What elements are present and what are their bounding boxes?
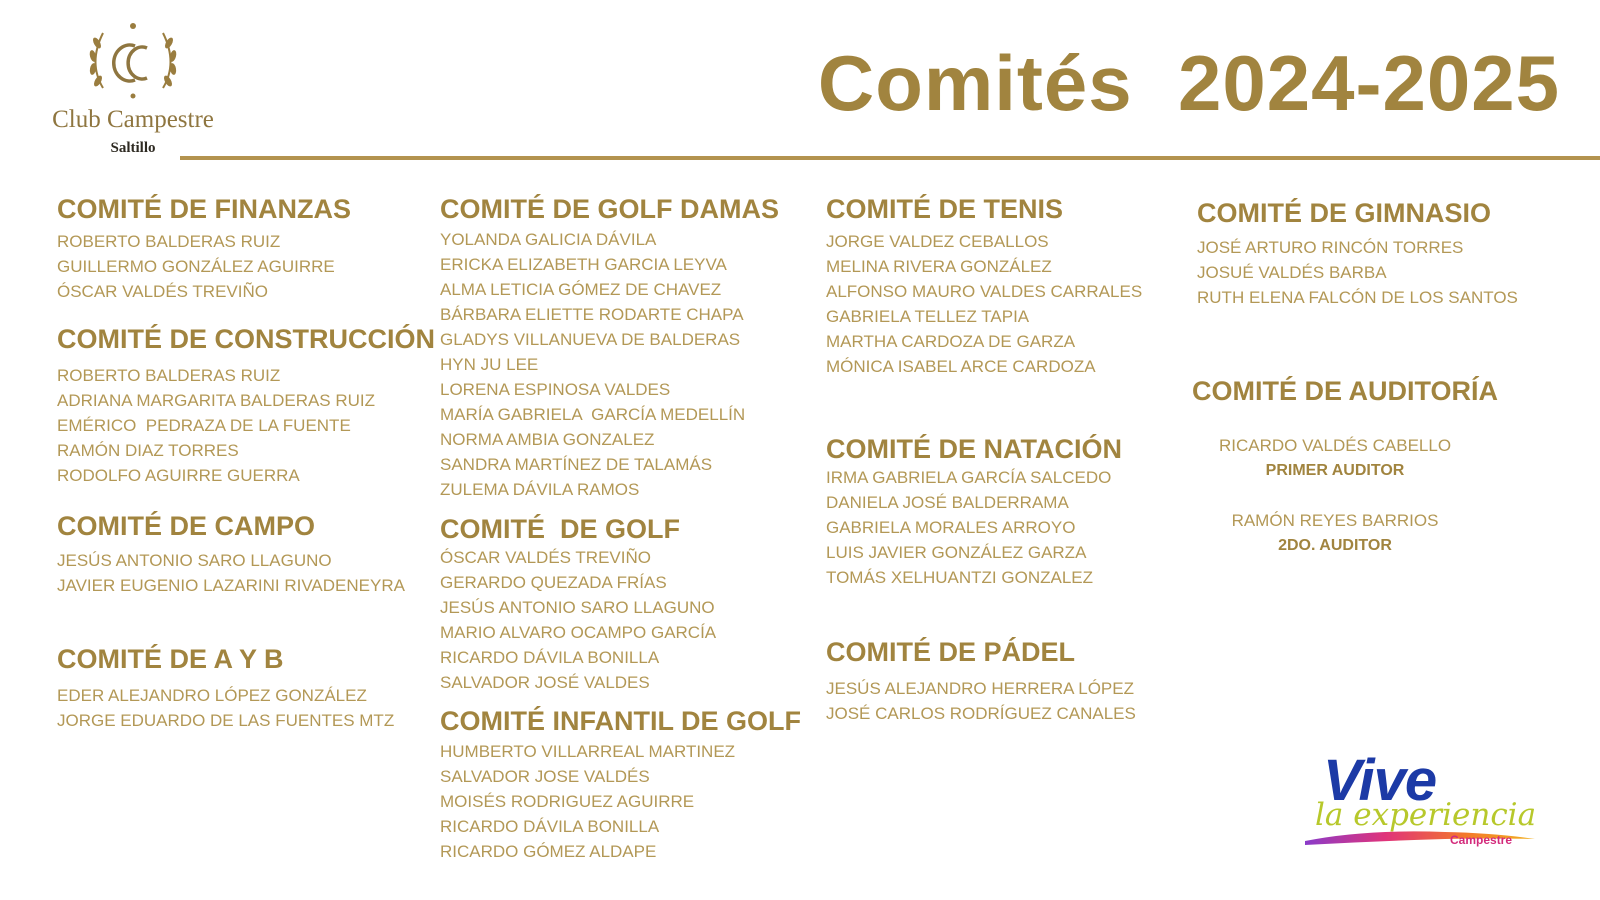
- committee-infantil-golf: [440, 705, 801, 864]
- committee-finanzas: [57, 193, 351, 304]
- vive-tag: Campestre: [1450, 833, 1513, 847]
- committee-title: COMITÉ DE TENIS: [826, 194, 1064, 224]
- member-name: RAMÓN DIAZ TORRES: [57, 441, 239, 460]
- member-name: YOLANDA GALICIA DÁVILA: [440, 230, 657, 249]
- member-name: GERARDO QUEZADA FRÍAS: [440, 573, 667, 592]
- committee-title: COMITÉ DE FINANZAS: [57, 194, 351, 224]
- committee-ayb: [57, 643, 394, 733]
- committee-gimnasio: [1197, 197, 1518, 310]
- committee-title: COMITÉ DE GIMNASIO: [1197, 198, 1492, 228]
- member-name: EDER ALEJANDRO LÓPEZ GONZÁLEZ: [57, 686, 367, 705]
- committee-padel: [826, 636, 1136, 726]
- member-name: MOISÉS RODRIGUEZ AGUIRRE: [440, 792, 695, 811]
- member-list: [57, 363, 435, 488]
- member-name: RUTH ELENA FALCÓN DE LOS SANTOS: [1197, 288, 1518, 307]
- member-name: MELINA RIVERA GONZÁLEZ: [826, 257, 1052, 276]
- committee-title: COMITÉ DE CONSTRUCCIÓN: [57, 324, 435, 354]
- member-name: ÓSCAR VALDÉS TREVIÑO: [440, 548, 651, 567]
- member-name: RODOLFO AGUIRRE GUERRA: [57, 466, 300, 485]
- committee-construccion: [57, 323, 435, 488]
- member-name: JOSÉ CARLOS RODRÍGUEZ CANALES: [826, 704, 1136, 723]
- member-name: BÁRBARA ELIETTE RODARTE CHAPA: [440, 305, 744, 324]
- member-name: ÓSCAR VALDÉS TREVIÑO: [57, 282, 268, 301]
- member-name: GLADYS VILLANUEVA DE BALDERAS: [440, 330, 741, 349]
- member-name: GABRIELA MORALES ARROYO: [826, 518, 1076, 537]
- committee-auditoria: [1192, 375, 1498, 407]
- auditor-secondary: [1200, 508, 1470, 558]
- committee-title: COMITÉ DE AUDITORÍA: [1192, 376, 1499, 406]
- member-name: TOMÁS XELHUANTZI GONZALEZ: [826, 568, 1094, 587]
- member-name: JORGE EDUARDO DE LAS FUENTES MTZ: [57, 711, 395, 730]
- member-list: [57, 548, 405, 598]
- committee-title: COMITÉ INFANTIL DE GOLF: [440, 706, 801, 736]
- member-list: [440, 227, 779, 502]
- member-name: IRMA GABRIELA GARCÍA SALCEDO: [826, 468, 1112, 487]
- committee-title: COMITÉ DE GOLF DAMAS: [440, 194, 779, 224]
- club-name: Club Campestre: [52, 106, 214, 133]
- auditor-name: RICARDO VALDÉS CABELLO: [1218, 436, 1452, 455]
- member-name: JESÚS ALEJANDRO HERRERA LÓPEZ: [826, 679, 1134, 698]
- vive-experiencia-logo: [1305, 748, 1537, 865]
- member-name: JORGE VALDEZ CEBALLOS: [826, 232, 1049, 251]
- member-list: [826, 676, 1136, 726]
- member-name: SANDRA MARTÍNEZ DE TALAMÁS: [440, 455, 713, 474]
- member-name: LORENA ESPINOSA VALDES: [440, 380, 671, 399]
- member-list: [440, 739, 801, 864]
- auditor-role: 2DO. AUDITOR: [1278, 537, 1392, 554]
- club-city: Saltillo: [110, 140, 156, 156]
- member-name: GUILLERMO GONZÁLEZ AGUIRRE: [57, 257, 335, 276]
- member-name: ROBERTO BALDERAS RUIZ: [57, 232, 281, 251]
- member-name: JOSUÉ VALDÉS BARBA: [1197, 263, 1387, 282]
- laurel-monogram-icon: [83, 18, 183, 108]
- member-name: JOSÉ ARTURO RINCÓN TORRES: [1197, 238, 1464, 257]
- page-title: Comités 2024-2025: [817, 39, 1560, 127]
- member-name: SALVADOR JOSE VALDÉS: [440, 767, 650, 786]
- auditor-primary: [1200, 433, 1470, 483]
- member-name: MARTHA CARDOZA DE GARZA: [826, 332, 1076, 351]
- member-list: [1197, 235, 1518, 310]
- member-name: GABRIELA TELLEZ TAPIA: [826, 307, 1030, 326]
- vive-subtitle: la experiencia: [1315, 797, 1537, 833]
- member-name: ERICKA ELIZABETH GARCIA LEYVA: [440, 255, 727, 274]
- committee-title: COMITÉ DE GOLF: [440, 514, 680, 544]
- committee-title: COMITÉ DE CAMPO: [57, 511, 316, 541]
- member-name: ALMA LETICIA GÓMEZ DE CHAVEZ: [440, 280, 722, 299]
- member-list: [57, 683, 394, 733]
- vive-word: Vive: [1323, 748, 1437, 813]
- member-list: [826, 229, 1142, 379]
- member-list: [57, 229, 351, 304]
- member-name: JAVIER EUGENIO LAZARINI RIVADENEYRA: [57, 576, 405, 595]
- member-name: LUIS JAVIER GONZÁLEZ GARZA: [826, 543, 1087, 562]
- committee-natacion: [826, 433, 1122, 590]
- member-name: JESÚS ANTONIO SARO LLAGUNO: [440, 598, 715, 617]
- committee-campo: [57, 510, 405, 598]
- committee-title: COMITÉ DE NATACIÓN: [826, 434, 1122, 464]
- member-name: MARIO ALVARO OCAMPO GARCÍA: [440, 623, 717, 642]
- member-name: JESÚS ANTONIO SARO LLAGUNO: [57, 551, 332, 570]
- member-list: [440, 545, 716, 695]
- club-logo: [38, 18, 228, 163]
- member-name: RICARDO DÁVILA BONILLA: [440, 817, 660, 836]
- committee-golf-damas: [440, 193, 779, 502]
- member-name: RICARDO DÁVILA BONILLA: [440, 648, 660, 667]
- member-name: MÓNICA ISABEL ARCE CARDOZA: [826, 357, 1096, 376]
- member-name: MARÍA GABRIELA GARCÍA MEDELLÍN: [440, 405, 746, 424]
- member-name: RICARDO GÓMEZ ALDAPE: [440, 842, 657, 861]
- auditor-name: RAMÓN REYES BARRIOS: [1231, 511, 1439, 530]
- member-name: HUMBERTO VILLARREAL MARTINEZ: [440, 742, 736, 761]
- auditor-role: PRIMER AUDITOR: [1265, 462, 1405, 479]
- member-name: EMÉRICO PEDRAZA DE LA FUENTE: [57, 416, 351, 435]
- committee-title: COMITÉ DE A Y B: [57, 644, 284, 674]
- member-name: ALFONSO MAURO VALDES CARRALES: [826, 282, 1143, 301]
- committee-tenis: [826, 193, 1142, 379]
- member-name: DANIELA JOSÉ BALDERRAMA: [826, 493, 1069, 512]
- member-name: ADRIANA MARGARITA BALDERAS RUIZ: [57, 391, 376, 410]
- committee-title: COMITÉ DE PÁDEL: [826, 637, 1076, 667]
- member-name: ZULEMA DÁVILA RAMOS: [440, 480, 640, 499]
- member-name: HYN JU LEE: [440, 355, 539, 374]
- header-divider: [180, 156, 1600, 160]
- member-name: SALVADOR JOSÉ VALDES: [440, 673, 650, 692]
- committee-golf: [440, 513, 716, 695]
- member-name: NORMA AMBIA GONZALEZ: [440, 430, 655, 449]
- member-name: ROBERTO BALDERAS RUIZ: [57, 366, 281, 385]
- member-list: [826, 465, 1122, 590]
